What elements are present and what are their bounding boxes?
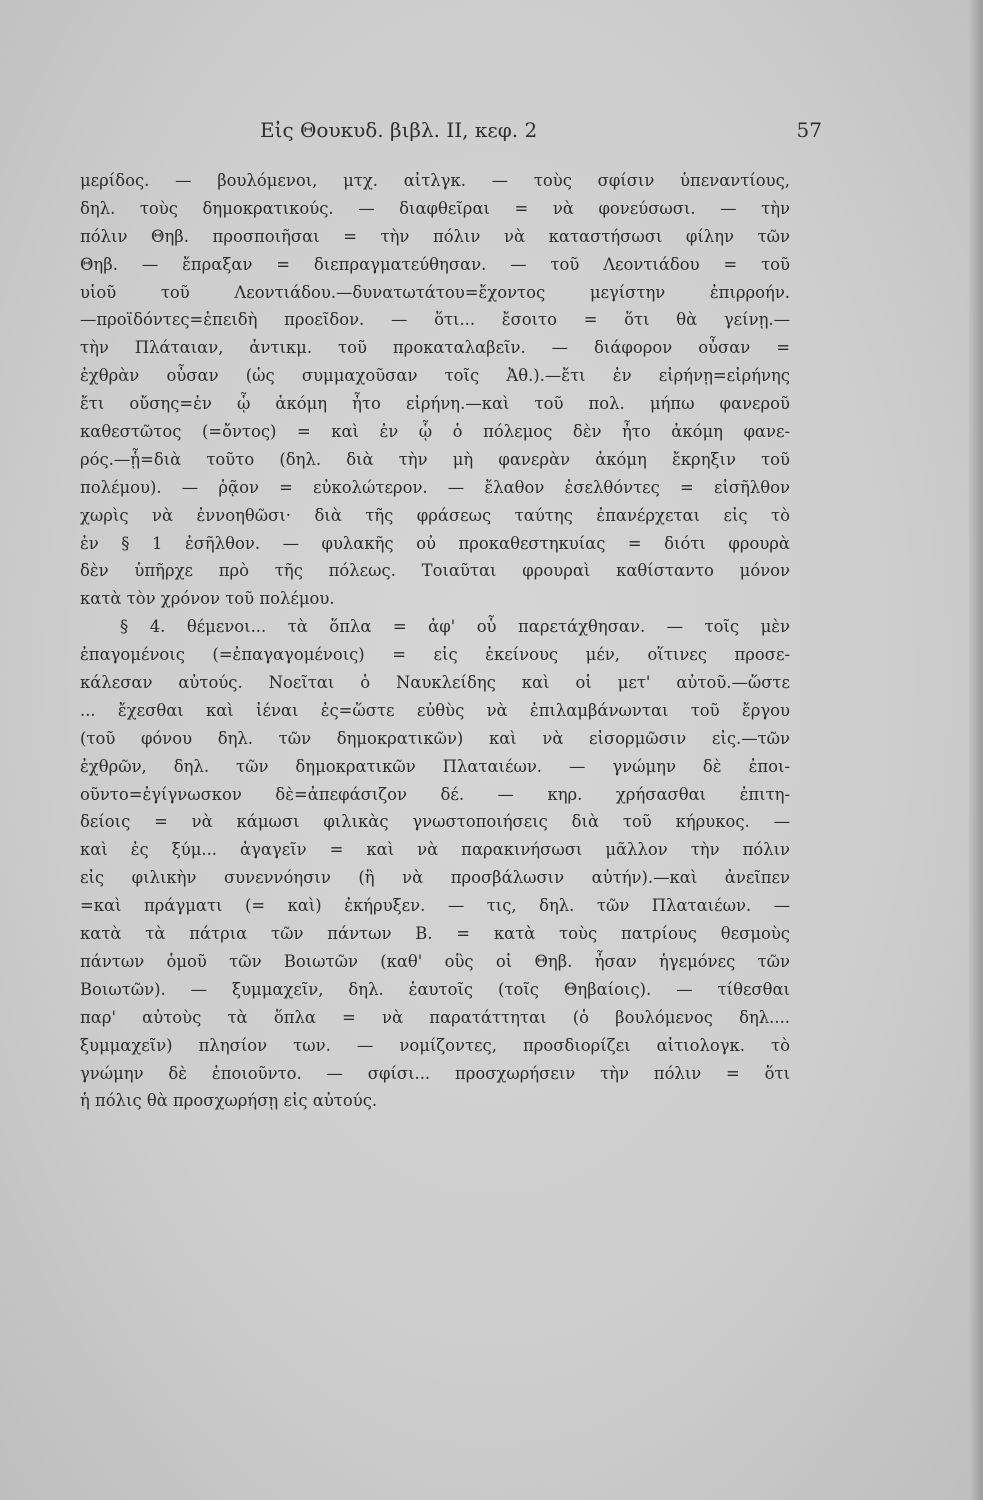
- page-number: 57: [796, 118, 822, 142]
- page-edge-shadow: [969, 0, 983, 1500]
- text-line: ἐχθρῶν, δηλ. τῶν δημοκρατικῶν Πλαταιέων. — γνώμην δὲ ἐποι-: [80, 756, 790, 776]
- text-line: ρός.—ᾗ=διὰ τοῦτο (δηλ. διὰ τὴν μὴ φανερὰν ἀκόμη ἔκρηξιν τοῦ: [80, 449, 790, 469]
- text-line: ἐν § 1 ἐσῆλθον. — φυλακῆς οὐ προκαθεστηκυίας = διότι φρουρὰ: [80, 533, 790, 553]
- running-header: [100, 114, 820, 148]
- text-line: —προϊδόντες=ἐπειδὴ προεῖδον. — ὅτι... ἔσοιτο = ὅτι θὰ γείνῃ.—: [80, 310, 790, 330]
- header-title: Εἰς Θουκυδ. βιβλ. II, κεφ. 2: [260, 118, 538, 142]
- text-line: καὶ ἐς ξύμ... ἀγαγεῖν = καὶ νὰ παρακινήσωσι μᾶλλον τὴν πόλιν: [80, 840, 790, 860]
- text-line: υἱοῦ τοῦ Λεοντιάδου.—δυνατωτάτου=ἔχοντος μεγίστην ἐπιρροήν.: [80, 282, 790, 302]
- text-line: ξυμμαχεῖν) πλησίον των. — νομίζοντες, προσδιορίζει αἰτιολογκ. τὸ: [80, 1035, 790, 1055]
- text-line: δηλ. τοὺς δημοκρατικούς. — διαφθεῖραι = νὰ φονεύσωσι. — τὴν: [80, 198, 790, 218]
- text-line: § 4. θέμενοι... τὰ ὅπλα = ἀφ' οὗ παρετάχθησαν. — τοῖς μὲν: [120, 617, 790, 637]
- text-line: κατὰ τὸν χρόνον τοῦ πολέμου.: [80, 589, 335, 609]
- text-line: ἡ πόλις θὰ προσχωρήσῃ εἰς αὐτούς.: [80, 1091, 378, 1111]
- commentary-text: [80, 167, 790, 1115]
- text-line: ἐπαγομένοις (=ἐπαγαγομένοις) = εἰς ἐκείνους μέν, οἵτινες προσε-: [80, 645, 790, 665]
- text-line: =καὶ πράγματι (= καὶ) ἐκήρυξεν. — τις, δηλ. τῶν Πλαταιέων. —: [80, 896, 790, 916]
- text-line: τὴν Πλάταιαν, ἀντικμ. τοῦ προκαταλαβεῖν. — διάφορον οὖσαν =: [80, 338, 790, 358]
- text-line: μερίδος. — βουλόμενοι, μτχ. αἰτλγκ. — τοὺς σφίσιν ὑπεναντίους,: [80, 171, 790, 190]
- text-line: δείοις = νὰ κάμωσι φιλικὰς γνωστοποιήσεις διὰ τοῦ κήρυκος. —: [80, 812, 790, 832]
- text-line: πολέμου). — ῥᾷον = εὐκολώτερον. — ἔλαθον ἐσελθόντες = εἰσῆλθον: [80, 477, 790, 497]
- text-line: κάλεσαν αὐτούς. Νοεῖται ὁ Ναυκλείδης καὶ οἱ μετ' αὐτοῦ.—ὥστε: [80, 673, 790, 693]
- text-line: (τοῦ φόνου δηλ. τῶν δημοκρατικῶν) καὶ νὰ εἰσορμῶσιν εἰς.—τῶν: [80, 728, 790, 748]
- text-line: οῦντο=ἐγίγνωσκον δὲ=ἀπεφάσιζον δέ. — κηρ. χρήσασθαι ἐπιτη-: [80, 784, 790, 804]
- text-line: πόλιν Θηβ. προσποιῆσαι = τὴν πόλιν νὰ καταστήσωσι φίλην τῶν: [80, 226, 790, 246]
- text-line: καθεστῶτος (=ὄντος) = καὶ ἐν ᾧ ὁ πόλεμος δὲν ἦτο ἀκόμη φανε-: [80, 422, 790, 442]
- text-line: ἔτι οὔσης=ἐν ᾧ ἀκόμη ἦτο εἰρήνη.—καὶ τοῦ πολ. μήπω φανεροῦ: [80, 394, 790, 414]
- text-line: γνώμην δὲ ἐποιοῦντο. — σφίσι... προσχωρήσειν τὴν πόλιν = ὅτι: [80, 1063, 790, 1083]
- text-line: κατὰ τὰ πάτρια τῶν πάντων Β. = κατὰ τοὺς πατρίους θεσμοὺς: [80, 924, 790, 944]
- text-line: ... ἔχεσθαι καὶ ἰέναι ἐς=ὥστε εὐθὺς νὰ ἐπιλαμβάνωνται τοῦ ἔργου: [80, 700, 790, 720]
- text-line: Θηβ. — ἔπραξαν = διεπραγματεύθησαν. — τοῦ Λεοντιάδου = τοῦ: [80, 254, 790, 274]
- text-line: Βοιωτῶν). — ξυμμαχεῖν, δηλ. ἑαυτοῖς (τοῖς Θηβαίοις). — τίθεσθαι: [80, 979, 790, 999]
- text-line: πάντων ὁμοῦ τῶν Βοιωτῶν (καθ' οὓς οἱ Θηβ. ἦσαν ἡγεμόνες τῶν: [80, 951, 790, 971]
- text-line: δὲν ὑπῆρχε πρὸ τῆς πόλεως. Τοιαῦται φρουραὶ καθίσταντο μόνον: [80, 561, 790, 581]
- text-line: ἐχθρὰν οὖσαν (ὡς συμμαχοῦσαν τοῖς Ἀθ.).—ἔτι ἐν εἰρήνῃ=εἰρήνης: [80, 366, 790, 386]
- text-line: εἰς φιλικὴν συνεννόησιν (ἢ νὰ προσβάλωσιν αὐτήν).—καὶ ἀνεῖπεν: [80, 868, 790, 888]
- text-line: χωρὶς νὰ ἐννοηθῶσι· διὰ τῆς φράσεως ταύτης ἐπανέρχεται εἰς τὸ: [80, 505, 790, 525]
- text-line: παρ' αὐτοὺς τὰ ὅπλα = νὰ παρατάττηται (ὁ βουλόμενος δηλ....: [80, 1007, 790, 1027]
